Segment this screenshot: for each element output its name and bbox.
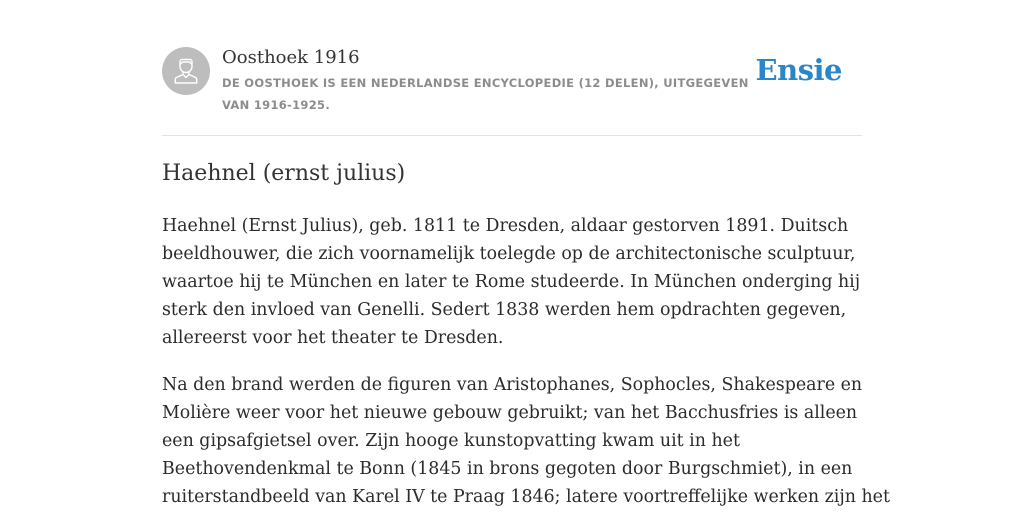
article-paragraph	[162, 212, 862, 352]
paragraph-line: Na den brand werden de figuren van Aristophanes, Sophocles, Shakespeare en	[162, 375, 863, 395]
paragraph-line: een gipsafgietsel over. Zijn hooge kunstopvatting kwam uit in het	[162, 431, 740, 451]
ensie-logo-link[interactable]: Ensie	[755, 53, 842, 87]
paragraph-line: Molière weer voor het nieuwe gebouw gebruikt; van het Bacchusfries is alleen	[162, 403, 858, 423]
paragraph-line: waartoe hij te München en later te Rome studeerde. In München onderging hij	[162, 272, 861, 292]
article-paragraph	[162, 371, 890, 511]
article-body	[162, 212, 890, 512]
paragraph-line: allereerst voor het theater te Dresden.	[162, 328, 504, 348]
paragraph-line: sterk den invloed van Genelli. Sedert 1838 werden hem opdrachten gegeven,	[162, 300, 847, 320]
paragraph-line: Beethovendenkmal te Bonn (1845 in brons gegoten door Burgschmiet), in een	[162, 459, 853, 479]
source-title[interactable]: Oosthoek 1916	[222, 47, 360, 68]
paragraph-line: beeldhouwer, die zich voornamelijk toelegde op de architectonische sculptuur,	[162, 244, 856, 264]
paragraph-line: ruiterstandbeeld van Karel IV te Praag 1846; latere voortreffelijke werken zijn het	[162, 487, 890, 507]
article-page	[162, 0, 890, 512]
header-divider	[162, 135, 862, 136]
source-header	[162, 46, 862, 136]
source-avatar[interactable]	[162, 47, 210, 95]
article-title: Haehnel (ernst julius)	[162, 161, 406, 186]
source-description: DE OOSTHOEK IS EEN NEDERLANDSE ENCYCLOPEDIE (12 DELEN), UITGEGEVEN VAN 1916-1925.	[222, 76, 749, 112]
user-icon	[162, 47, 210, 95]
paragraph-line: Haehnel (Ernst Julius), geb. 1811 te Dresden, aldaar gestorven 1891. Duitsch	[162, 216, 849, 236]
